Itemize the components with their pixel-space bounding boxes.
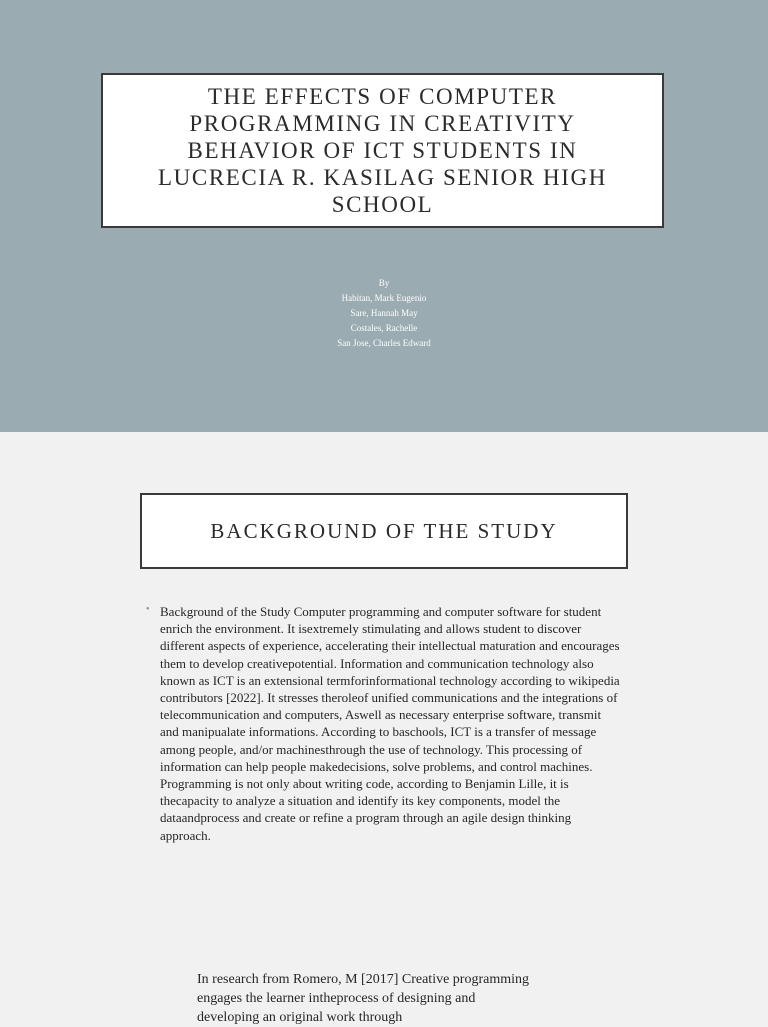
section-heading: BACKGROUND OF THE STUDY — [210, 518, 558, 543]
bullet-item — [142, 603, 622, 844]
author-by-label: By — [378, 278, 390, 288]
title-box — [101, 73, 664, 228]
bullet-paragraph: Background of the Study Computer programming and computer software for student enrich the environment. It isextremely stimulating and allows student to discover different aspects of experience, accelerating their intellectual maturation and encourages them to develop creativepotential. Information and communication technology also known as ICT is an extensional termforinformational technology according to wikipedia contributors [2022]. It stresses theroleof unified communications and the integrations of telecommunication and computers, Aswell as necessary enterprise software, transmit and manipualate informations. According to baschools, ICT is a transfer of message among people, and/or machinesthrough the use of technology. This processing of information can help people makedecisions, solve problems, and control machines. Programming is not only about writing code, according to Benjamin Lille, it is thecapacity to analyze a situation and identify its key components, model the dataandprocess and create or refine a program through an agile design thinking approach. — [160, 604, 620, 843]
author-name: Costales, Rachelle — [350, 323, 418, 333]
background-slide — [0, 432, 768, 1024]
author-name: San Jose, Charles Edward — [337, 338, 431, 348]
bullet-icon: • — [146, 604, 150, 615]
body-paragraph: In research from Romero, M [2017] Creative programming engages the learner intheprocess of designing and developing an original work through — [197, 972, 530, 1025]
author-name: Sare, Hannah May — [350, 308, 418, 318]
title-slide — [0, 0, 768, 432]
author-name: Habitan, Mark Eugenio — [341, 293, 427, 303]
heading-box — [140, 493, 628, 569]
presentation-title: THE EFFECTS OF COMPUTER PROGRAMMING IN CREATIVITY BEHAVIOR OF ICT STUDENTS IN LUCRECIA R. KASILAG SENIOR HIGH SCHOOL — [158, 84, 607, 217]
author-list — [284, 276, 484, 351]
